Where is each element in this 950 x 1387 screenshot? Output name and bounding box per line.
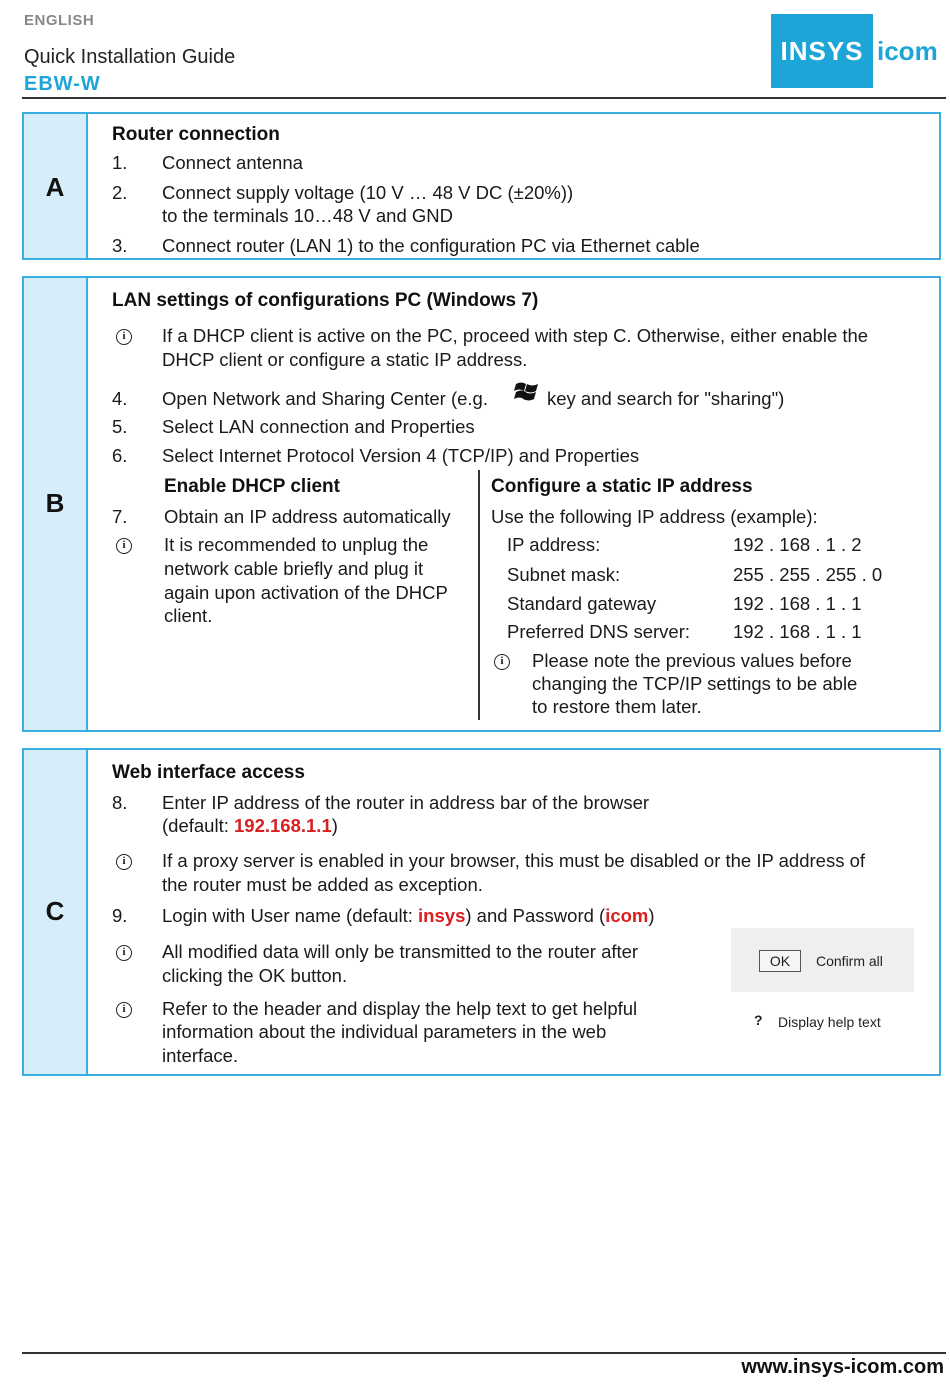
step-8-line2: (default: 192.168.1.1) xyxy=(162,815,338,836)
dhcp-info-line3: again upon activation of the DHCP xyxy=(164,582,448,603)
step-8-number: 8. xyxy=(112,792,128,813)
dhcp-heading: Enable DHCP client xyxy=(164,476,340,497)
info-icon: i xyxy=(116,538,132,554)
step-5-number: 5. xyxy=(112,416,128,437)
windows-key-icon xyxy=(514,378,540,404)
step-1-number: 1. xyxy=(112,152,128,173)
subnet-mask-label: Subnet mask: xyxy=(507,564,621,585)
step-1-text: Connect antenna xyxy=(162,152,303,173)
step-3-number: 3. xyxy=(112,235,128,256)
footer-divider xyxy=(22,1352,946,1354)
section-a-heading: Router connection xyxy=(112,124,280,145)
header-divider xyxy=(22,97,946,99)
step-2-text-line1: Connect supply voltage (10 V … 48 V DC (±20%)) xyxy=(162,182,574,203)
column-divider xyxy=(478,470,480,720)
help-icon[interactable]: ? xyxy=(754,1012,763,1028)
section-c-heading: Web interface access xyxy=(112,762,305,783)
default-password: icom xyxy=(605,905,649,926)
page-title: Quick Installation Guide xyxy=(24,46,236,68)
ok-button[interactable]: OK xyxy=(759,950,801,972)
ok-confirm-panel xyxy=(731,928,914,992)
step-9-number: 9. xyxy=(112,905,128,926)
dhcp-info-line2: network cable briefly and plug it xyxy=(164,558,424,579)
info-c2-line2: clicking the OK button. xyxy=(162,965,348,986)
step-4-text-after: key and search for "sharing") xyxy=(547,388,785,409)
section-b xyxy=(22,276,941,732)
language-label: ENGLISH xyxy=(24,12,95,29)
logo-left-text: INSYS xyxy=(771,14,873,88)
gateway-label: Standard gateway xyxy=(507,593,657,614)
section-a xyxy=(22,112,941,260)
section-b-letter: B xyxy=(45,488,65,518)
info-c1-line2: the router must be added as exception. xyxy=(162,874,483,895)
step-6-number: 6. xyxy=(112,445,128,466)
info-icon: i xyxy=(116,945,132,961)
company-logo xyxy=(771,14,947,88)
confirm-all-label: Confirm all xyxy=(816,953,883,969)
step-4-number: 4. xyxy=(112,388,128,409)
section-c xyxy=(22,748,941,1076)
info-icon: i xyxy=(494,654,510,670)
default-ip: 192.168.1.1 xyxy=(234,815,332,836)
step-8-line1: Enter IP address of the router in address bar of the browser xyxy=(162,792,650,813)
info-icon: i xyxy=(116,329,132,345)
dns-label: Preferred DNS server: xyxy=(507,621,690,642)
subnet-mask-value: 255 . 255 . 255 . 0 xyxy=(733,564,883,585)
step-7-number: 7. xyxy=(112,506,128,527)
product-name: EBW-W xyxy=(24,73,101,95)
step-6-text: Select Internet Protocol Version 4 (TCP/IP) and Properties xyxy=(162,445,640,466)
logo-right-text: icom xyxy=(877,36,938,66)
default-username: insys xyxy=(418,905,466,926)
gateway-value: 192 . 168 . 1 . 1 xyxy=(733,593,862,614)
info-c3-line3: interface. xyxy=(162,1045,239,1066)
section-c-letter: C xyxy=(45,896,65,926)
dhcp-info-line4: client. xyxy=(164,605,213,626)
static-info-line2: changing the TCP/IP settings to be able xyxy=(532,673,858,694)
info-c3-line1: Refer to the header and display the help text to get helpful xyxy=(162,998,638,1019)
info-icon: i xyxy=(116,854,132,870)
info-icon: i xyxy=(116,1002,132,1018)
footer-url[interactable]: www.insys-icom.com xyxy=(741,1356,944,1378)
static-info-line1: Please note the previous values before xyxy=(532,650,852,671)
info-c3-line2: information about the individual parameters in the web xyxy=(162,1021,607,1042)
step-5-text: Select LAN connection and Properties xyxy=(162,416,475,437)
step-9-text: Login with User name (default: insys) and Password (icom) xyxy=(162,905,655,926)
section-a-letter: A xyxy=(45,172,65,202)
static-ip-intro: Use the following IP address (example): xyxy=(491,506,818,527)
dhcp-info-line1: It is recommended to unplug the xyxy=(164,534,429,555)
display-help-text-link[interactable]: Display help text xyxy=(778,1014,881,1030)
static-ip-heading: Configure a static IP address xyxy=(491,476,753,497)
step-2-text-line2: to the terminals 10…48 V and GND xyxy=(162,205,454,226)
step-7-text: Obtain an IP address automatically xyxy=(164,506,451,527)
step-3-text: Connect router (LAN 1) to the configuration PC via Ethernet cable xyxy=(162,235,700,256)
dns-value: 192 . 168 . 1 . 1 xyxy=(733,621,862,642)
info-b1-line1: If a DHCP client is active on the PC, proceed with step C. Otherwise, either enable the xyxy=(162,325,869,346)
static-info-line3: to restore them later. xyxy=(532,696,702,717)
step-2-number: 2. xyxy=(112,182,128,203)
section-b-heading: LAN settings of configurations PC (Windows 7) xyxy=(112,290,539,311)
info-c2-line1: All modified data will only be transmitted to the router after xyxy=(162,941,639,962)
info-b1-line2: DHCP client or configure a static IP address. xyxy=(162,349,528,370)
ip-address-value: 192 . 168 . 1 . 2 xyxy=(733,534,862,555)
ip-address-label: IP address: xyxy=(507,534,601,555)
info-c1-line1: If a proxy server is enabled in your browser, this must be disabled or the IP address of xyxy=(162,850,866,871)
step-4-text-before: Open Network and Sharing Center (e.g. xyxy=(162,388,488,409)
